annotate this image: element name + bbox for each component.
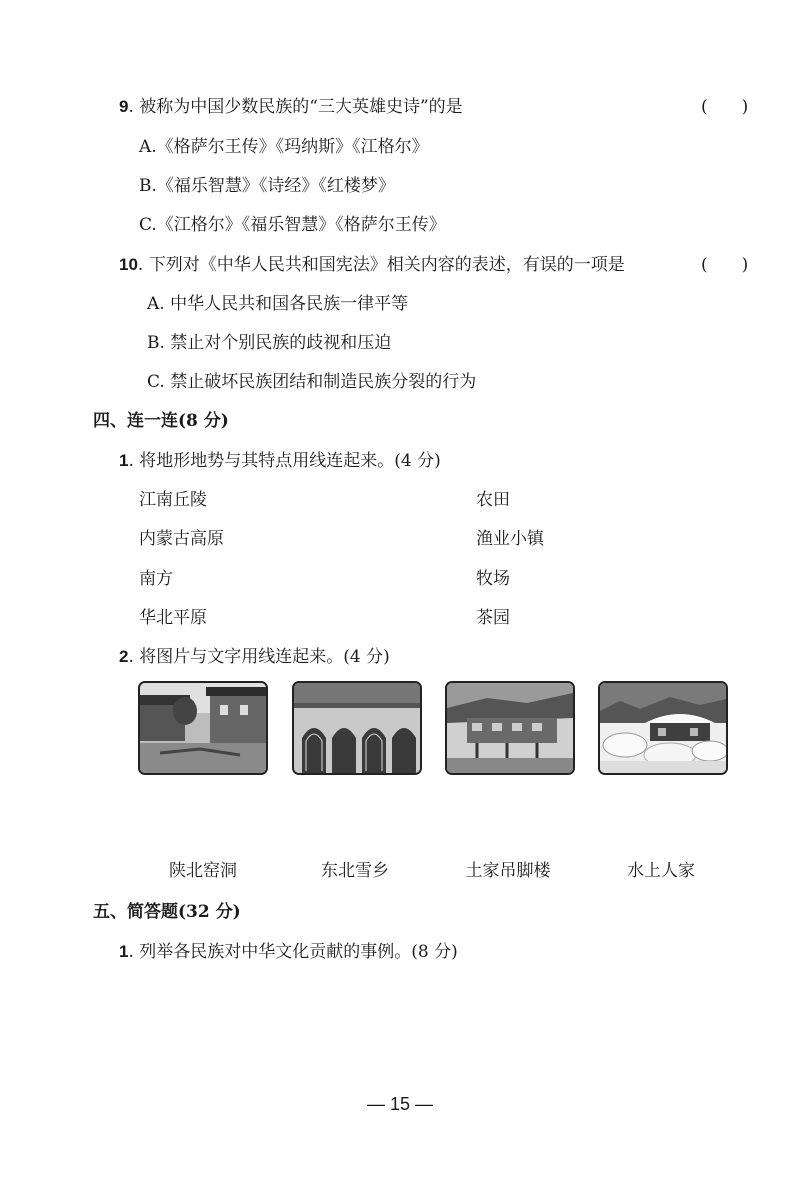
q10-number: 10: [119, 255, 138, 274]
photo-caption: 水上人家: [627, 861, 695, 881]
page-number: — 15 —: [366, 1094, 434, 1114]
q9-option-a: A.《格萨尔王传》《玛纳斯》《江格尔》: [139, 137, 429, 157]
s4-q2-stem: [119, 642, 390, 667]
q9-stem: [119, 92, 463, 117]
photo-caption: 东北雪乡: [321, 861, 389, 881]
cave-dwelling-photo: [292, 681, 422, 775]
q9-text: . 被称为中国少数民族的“三大英雄史诗”的是: [128, 97, 463, 117]
s4-q1-stem: [119, 446, 441, 471]
snow-village-photo: [598, 681, 728, 775]
water-town-photo: [138, 681, 268, 775]
terrain-left-item: 华北平原: [139, 608, 207, 628]
terrain-left-item: 南方: [139, 569, 173, 589]
section-5-title: 五、简答题(32 分): [93, 902, 241, 922]
s4-q2-number: 2: [119, 647, 129, 666]
feature-right-item: 牧场: [476, 569, 510, 589]
feature-right-item: 茶园: [476, 608, 510, 628]
section-4-title: 四、连一连(8 分): [93, 411, 229, 431]
terrain-left-item: 内蒙古高原: [139, 529, 224, 549]
q9-option-c: C.《江格尔》《福乐智慧》《格萨尔王传》: [139, 215, 446, 235]
s5-q1-stem: [119, 937, 458, 962]
q9-number: 9: [119, 97, 129, 116]
s4-q1-text: . 将地形地势与其特点用线连起来。(4 分): [128, 451, 441, 471]
q10-stem: [119, 250, 625, 275]
q10-option-c: C. 禁止破坏民族团结和制造民族分裂的行为: [147, 372, 477, 392]
s5-q1-number: 1: [119, 942, 129, 961]
feature-right-item: 农田: [476, 490, 510, 510]
photo-caption: 陕北窑洞: [169, 861, 237, 881]
q9-option-b: B.《福乐智慧》《诗经》《红楼梦》: [139, 176, 395, 196]
q9-answer-bracket: ( ): [701, 97, 749, 117]
terrain-left-item: 江南丘陵: [139, 490, 207, 510]
stilt-house-photo: [445, 681, 575, 775]
s4-q1-number: 1: [119, 451, 129, 470]
photo-caption: 土家吊脚楼: [465, 861, 551, 881]
q10-option-a: A. 中华人民共和国各民族一律平等: [147, 294, 409, 314]
q10-option-b: B. 禁止对个别民族的歧视和压迫: [147, 333, 392, 353]
q10-text: . 下列对《中华人民共和国宪法》相关内容的表述，有误的一项是: [137, 255, 625, 275]
q10-answer-bracket: ( ): [701, 255, 749, 275]
s4-q2-text: . 将图片与文字用线连起来。(4 分): [128, 647, 390, 667]
s5-q1-text: . 列举各民族对中华文化贡献的事例。(8 分): [128, 942, 458, 962]
feature-right-item: 渔业小镇: [476, 529, 544, 549]
